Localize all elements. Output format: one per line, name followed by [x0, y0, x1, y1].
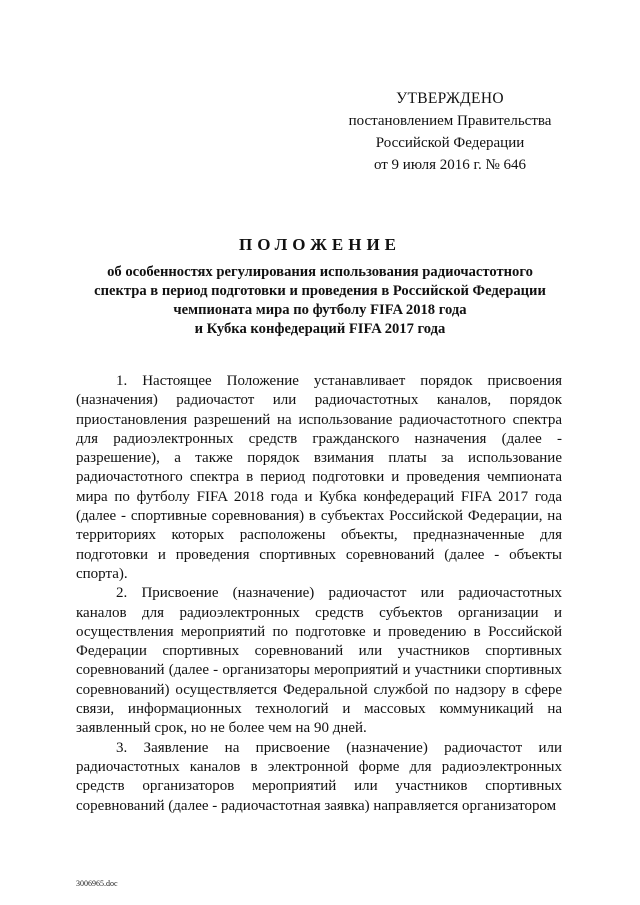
- document-subtitle: [60, 263, 580, 339]
- paragraph-3: 3. Заявление на присвоение (назначение) радиочастот или радиочастотных каналов в электронной форме для радиоэлектронных средств организаторов мероприятий или участников спортивных соревнований (далее - радиочастотная заявка) направляется организатором: [76, 739, 562, 814]
- document-title: ПОЛОЖЕНИЕ: [239, 235, 401, 254]
- document-body: [76, 372, 562, 816]
- subtitle-line-4: и Кубка конфедераций FIFA 2017 года: [194, 321, 446, 337]
- approval-title: УТВЕРЖДЕНО: [396, 90, 504, 107]
- paragraph-2: 2. Присвоение (назначение) радиочастот или радиочастотных каналов для радиоэлектронных средств субъектов организации и осуществления мероприятий по подготовке и проведению в Российской Федерации спортивных соревнований или участников спортивных соревнований (далее - организаторы мероприятий и участники спортивных соревнований) осуществляется Федеральной службой по надзору в сфере связи, информационных технологий и массовых коммуникаций на заявленный срок, но не более чем на 90 дней.: [76, 585, 562, 737]
- subtitle-line-3: чемпионата мира по футболу FIFA 2018 года: [173, 302, 467, 318]
- file-name-footer: 3006965.doc: [76, 879, 118, 888]
- approval-line-2: Российской Федерации: [375, 135, 525, 151]
- paragraph-1: 1. Настоящее Положение устанавливает порядок присвоения (назначения) радиочастот или радиочастотных каналов, порядок приостановления разрешений на использование радиочастотного спектра для радиоэлектронных средств гражданского назначения (далее - разрешение), а также порядок взимания платы за использование радиочастотного спектра в период подготовки и проведения чемпионата мира по футболу FIFA 2018 года и Кубка конфедераций FIFA 2017 года (далее - спортивные соревнования) в субъектах Российской Федерации, на территориях которых расположены объекты, предназначенные для подготовки и проведения спортивных соревнований (далее - объекты спорта).: [76, 373, 562, 582]
- subtitle-line-2: спектра в период подготовки и проведения в Российской Федерации: [94, 283, 546, 299]
- approval-line-1: постановлением Правительства: [348, 113, 552, 129]
- subtitle-line-1: об особенностях регулирования использования радиочастотного: [107, 264, 533, 280]
- approval-line-3: от 9 июля 2016 г. № 646: [373, 157, 527, 173]
- approval-block: [330, 88, 570, 176]
